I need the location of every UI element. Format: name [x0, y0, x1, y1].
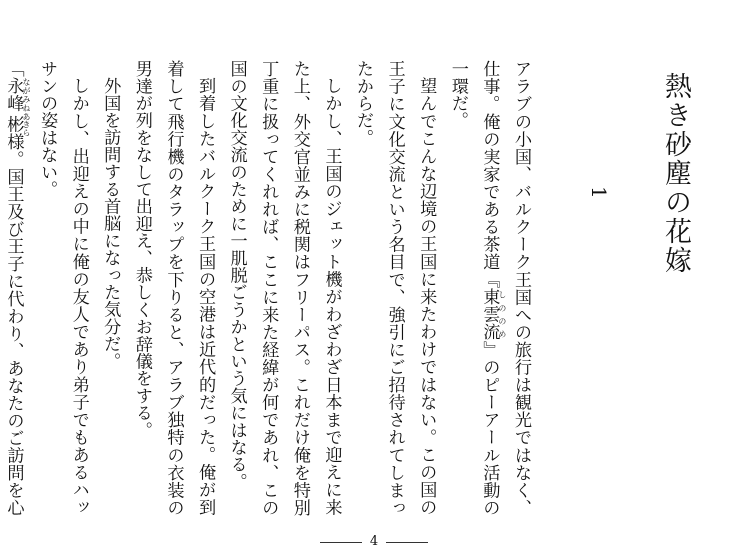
page-number: 4 [369, 534, 379, 549]
folio-dash-left [320, 542, 362, 543]
paragraph-1 [441, 60, 536, 516]
paragraph-7-text-b: 様。国王及び王子に代わり、あなたのご訪問を心 [3, 132, 24, 516]
chapter-title: 熱き砂塵の花嫁 [660, 72, 691, 275]
ruby-nagamine-reading: ながみね [22, 77, 31, 113]
ruby-shinonome [479, 288, 507, 341]
ruby-akira-base: 彬 [3, 112, 24, 137]
ruby-shinonome-reading: しののめ [497, 288, 507, 341]
body-text [0, 60, 536, 516]
page-footer [0, 532, 748, 552]
ruby-akira-reading: あきら [22, 112, 31, 137]
chapter-number: 1 [587, 186, 611, 199]
paragraph-1-text-a: アラブの小国、バルクーク王国への旅行は観光ではなく、仕事。俺の実家である茶道『 [479, 60, 531, 516]
paragraph-4: 到着したバルクーク王国の空港は近代的だった。俺が到着して飛行機のタラップを下りると、アラブ独特の衣装の男達が列をなして出迎え、恭しくお辞儀をする。 [131, 60, 216, 516]
paragraph-1-text-b: 』のピーアール活動の一環だ。 [447, 60, 500, 516]
paragraph-7 [0, 60, 31, 516]
ruby-nagamine-base: 永峰 [3, 77, 24, 113]
ruby-nagamine [3, 77, 31, 113]
paragraph-2: 望んでこんな辺境の王国に来たわけではない。この国の王子に文化交流という名目で、強引にご招待されてしまったからだ。 [353, 60, 437, 516]
paragraph-3: しかし、王国のジェット機がわざわざ日本まで迎えに来た上、外交官並みに税関はフリーパス。これだけ俺を特別丁重に扱ってくれれば、ここに来た経緯が何であれ、この国の文化交流のために一肌脱ごうかという気にはなる。 [226, 60, 342, 516]
folio-dash-right [386, 542, 428, 543]
paragraph-6: しかし、出迎えの中に俺の友人であり弟子でもあるハッサンの姿はない。 [37, 60, 89, 516]
ruby-shinonome-base: 東雲流 [479, 288, 500, 341]
paragraph-7-text-a: 「 [3, 60, 24, 78]
paragraph-5: 外国を訪問する首脳になった気分だ。 [100, 77, 121, 370]
ruby-akira [3, 112, 31, 137]
